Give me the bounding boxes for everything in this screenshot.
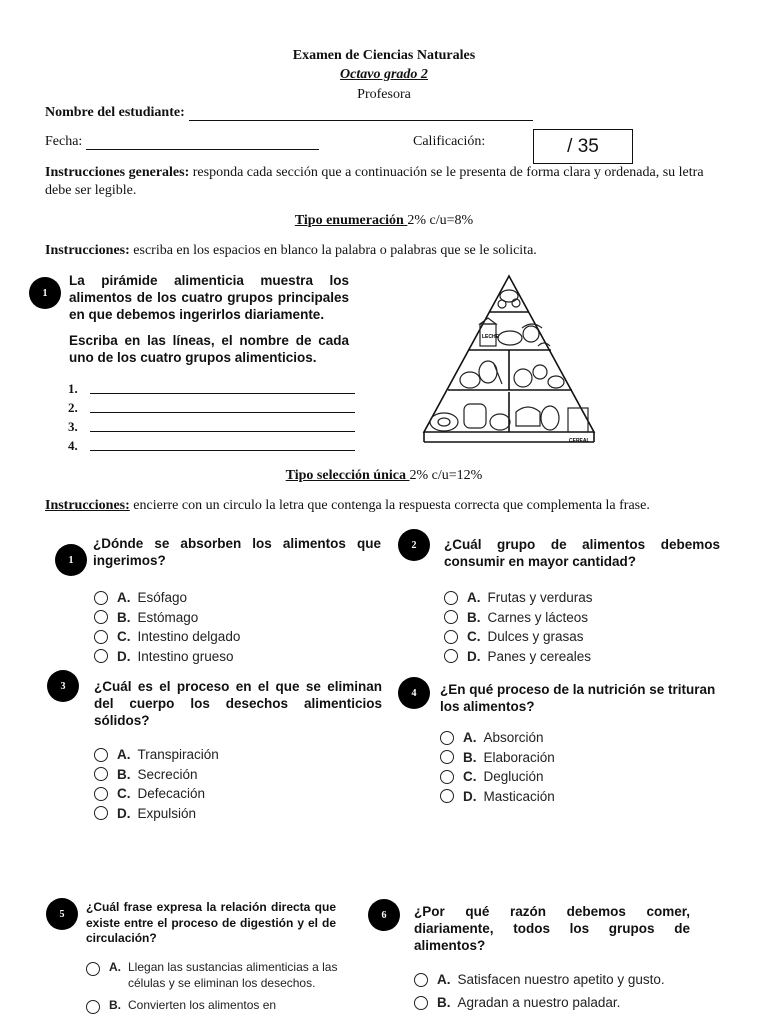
- question-number-badge: 2: [398, 529, 430, 561]
- option-a[interactable]: A. Absorción: [440, 728, 555, 748]
- date-row: [45, 134, 319, 150]
- question-text: ¿Dónde se absorben los alimentos que ingerimos?: [93, 536, 381, 568]
- radio-circle-icon[interactable]: [94, 748, 108, 762]
- radio-circle-icon[interactable]: [94, 649, 108, 663]
- radio-circle-icon[interactable]: [440, 789, 454, 803]
- food-pyramid-image: [418, 272, 600, 450]
- question-options: [94, 588, 240, 666]
- answer-line-4[interactable]: 4.: [68, 435, 355, 454]
- answer-line-3[interactable]: 3.: [68, 416, 355, 435]
- section2-instructions-label: Instrucciones:: [45, 498, 130, 513]
- radio-circle-icon[interactable]: [94, 787, 108, 801]
- student-name-row: [45, 105, 533, 121]
- exam-title: Examen de Ciencias Naturales: [292, 48, 476, 63]
- question-text: ¿Cuál es el proceso en el que se eliminan del cuerpo los desechos alimenticios sólidos?: [94, 679, 382, 728]
- question-text: ¿Por qué razón debemos comer, diariamente, todos los grupos de alimentos?: [414, 904, 690, 953]
- student-name-field[interactable]: [189, 106, 533, 121]
- radio-circle-icon[interactable]: [86, 1000, 100, 1014]
- radio-circle-icon[interactable]: [414, 973, 428, 987]
- option-b[interactable]: B. Estómago: [94, 608, 240, 628]
- radio-circle-icon[interactable]: [444, 610, 458, 624]
- score-text: / 35: [567, 135, 599, 157]
- section2-points: 2% c/u=12%: [409, 468, 483, 483]
- option-a[interactable]: A. Frutas y verduras: [444, 588, 593, 608]
- radio-circle-icon[interactable]: [444, 591, 458, 605]
- option-c[interactable]: C. Intestino delgado: [94, 627, 240, 647]
- question-number-badge: 4: [398, 677, 430, 709]
- question-number-badge: 1: [55, 544, 87, 576]
- pyramid-prompt-2: Escriba en las líneas, el nombre de cada uno de los cuatro grupos alimenticios.: [69, 333, 349, 365]
- radio-circle-icon[interactable]: [94, 630, 108, 644]
- date-field[interactable]: [86, 135, 319, 150]
- section2-instructions: [45, 498, 650, 514]
- question-options: [414, 968, 665, 1014]
- general-instructions: [45, 164, 715, 200]
- option-a[interactable]: A. Llegan las sustancias alimenticias a las células y se eliminan los desechos.: [86, 960, 338, 991]
- section1-instructions: [45, 243, 537, 259]
- option-d[interactable]: D. Expulsión: [94, 804, 219, 824]
- radio-circle-icon[interactable]: [440, 750, 454, 764]
- option-d[interactable]: D. Panes y cereales: [444, 647, 593, 667]
- radio-circle-icon[interactable]: [444, 630, 458, 644]
- section2-title: Tipo selección única: [285, 468, 410, 483]
- section2-instructions-text: encierre con un circulo la letra que contenga la respuesta correcta que complementa la frase.: [129, 498, 650, 513]
- option-a[interactable]: A. Esófago: [94, 588, 240, 608]
- question-text: ¿En qué proceso de la nutrición se trituran los alimentos?: [440, 682, 716, 714]
- exam-grade: Octavo grado 2: [340, 67, 428, 82]
- option-d[interactable]: D. Masticación: [440, 787, 555, 807]
- option-c[interactable]: C. Defecación: [94, 784, 219, 804]
- radio-circle-icon[interactable]: [94, 591, 108, 605]
- section1-instructions-label: Instrucciones:: [45, 243, 130, 258]
- option-c[interactable]: C. Deglución: [440, 767, 555, 787]
- section2-heading: [0, 468, 768, 484]
- option-b[interactable]: B. Agradan a nuestro paladar.: [414, 991, 665, 1014]
- option-b[interactable]: B. Convierten los alimentos en: [86, 998, 338, 1014]
- pyramid-prompt: La pirámide alimenticia muestra los alimentos de los cuatro grupos principales en que debemos ingerirlos diariamente.: [69, 273, 349, 322]
- option-b[interactable]: B. Secreción: [94, 765, 219, 785]
- radio-circle-icon[interactable]: [94, 806, 108, 820]
- exam-teacher: Profesora: [357, 87, 411, 102]
- section1-points: 2% c/u=8%: [407, 213, 474, 228]
- question-options: [94, 745, 219, 823]
- student-name-label: Nombre del estudiante:: [45, 105, 185, 120]
- section1-title: Tipo enumeración: [294, 213, 408, 228]
- question-options: [440, 728, 555, 806]
- question-text: ¿Cuál frase expresa la relación directa que existe entre el proceso de digestión y el de circulación?: [86, 900, 336, 945]
- cereal-label: CEREAL: [569, 438, 590, 444]
- answer-lines: [68, 378, 355, 454]
- radio-circle-icon[interactable]: [94, 767, 108, 781]
- radio-circle-icon[interactable]: [414, 996, 428, 1010]
- question-number-badge: 6: [368, 899, 400, 931]
- radio-circle-icon[interactable]: [440, 731, 454, 745]
- date-label: Fecha:: [45, 134, 83, 149]
- question-options: [444, 588, 593, 666]
- question-text: ¿Cuál grupo de alimentos debemos consumir en mayor cantidad?: [444, 537, 720, 569]
- question-options: [86, 960, 338, 1014]
- radio-circle-icon[interactable]: [94, 610, 108, 624]
- question-number-badge: 5: [46, 898, 78, 930]
- general-instructions-text: responda cada sección que a continuación se le presenta de forma clara y ordenada, su letra debe ser legible.: [45, 165, 704, 198]
- answer-line-1[interactable]: 1.: [68, 378, 355, 397]
- option-b[interactable]: B. Elaboración: [440, 748, 555, 768]
- option-a[interactable]: A. Satisfacen nuestro apetito y gusto.: [414, 968, 665, 991]
- option-a[interactable]: A. Transpiración: [94, 745, 219, 765]
- answer-line-2[interactable]: 2.: [68, 397, 355, 416]
- option-d[interactable]: D. Intestino grueso: [94, 647, 240, 667]
- option-c[interactable]: C. Dulces y grasas: [444, 627, 593, 647]
- question-number-badge: 3: [47, 670, 79, 702]
- option-b[interactable]: B. Carnes y lácteos: [444, 608, 593, 628]
- score-box: [533, 129, 633, 164]
- item-number-badge: 1: [29, 277, 61, 309]
- section1-heading: [0, 213, 768, 229]
- radio-circle-icon[interactable]: [86, 962, 100, 976]
- radio-circle-icon[interactable]: [440, 770, 454, 784]
- section1-instructions-text: escriba en los espacios en blanco la palabra o palabras que se le solicita.: [129, 243, 537, 258]
- general-instructions-label: Instrucciones generales:: [45, 165, 190, 180]
- grade-label: Calificación:: [413, 134, 486, 149]
- radio-circle-icon[interactable]: [444, 649, 458, 663]
- milk-label: LECHE: [482, 334, 499, 340]
